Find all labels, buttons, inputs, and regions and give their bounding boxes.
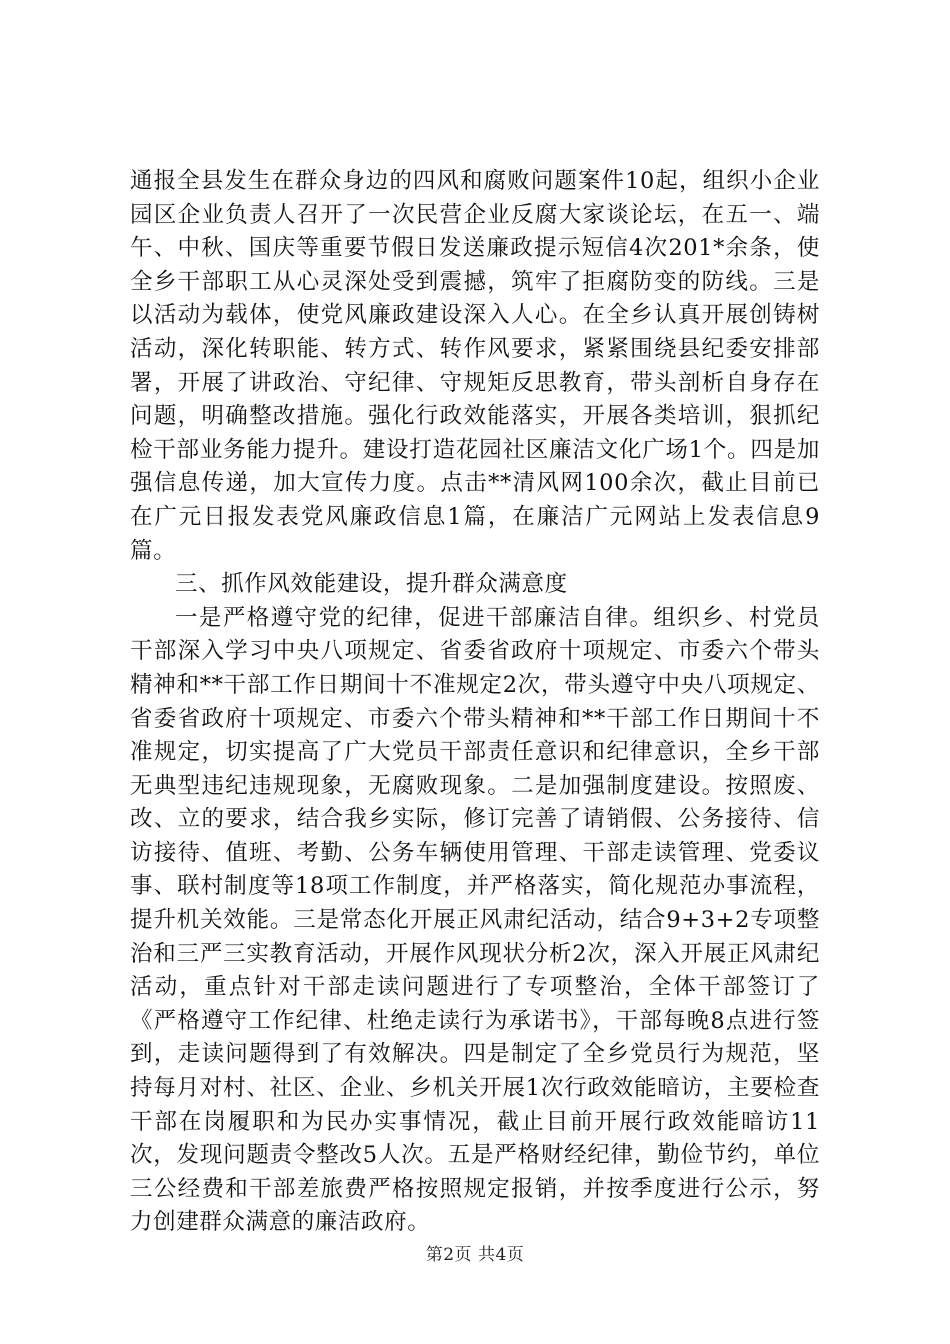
document-body bbox=[130, 165, 820, 1240]
page-footer: 第2页 共4页 bbox=[425, 1245, 525, 1265]
paragraph-continuation: 通报全县发生在群众身边的四风和腐败问题案件10起，组织小企业园区企业负责人召开了一次民营企业反腐大家谈论坛，在五一、端午、中秋、国庆等重要节假日发送廉政提示短信4次201*余条，使全乡干部职工从心灵深处受到震撼，筑牢了拒腐防变的防线。三是以活动为载体，使党风廉政建设深入人心。在全乡认真开展创铸树活动，深化转职能、转方式、转作风要求，紧紧围绕县纪委安排部署，开展了讲政治、守纪律、守规矩反思教育，带头剖析自身存在问题，明确整改措施。强化行政效能落实，开展各类培训，狠抓纪检干部业务能力提升。建设打造花园社区廉洁文化广场1个。四是加强信息传递，加大宣传力度。点击**清风网100余次，截止目前已在广元日报发表党风廉政信息1篇，在廉洁广元网站上发表信息9篇。 bbox=[130, 168, 820, 564]
section-heading: 三、抓作风效能建设，提升群众满意度 bbox=[175, 571, 568, 598]
paragraph-body: 一是严格遵守党的纪律，促进干部廉洁自律。组织乡、村党员干部深入学习中央八项规定、省委省政府十项规定、市委六个带头精神和**干部工作日期间十不准规定2次，带头遵守中央八项规定、省委省政府十项规定、市委六个带头精神和**干部工作日期间十不准规定，切实提高了广大党员干部责任意识和纪律意识，全乡干部无典型违纪违规现象，无腐败现象。二是加强制度建设。按照废、改、立的要求，结合我乡实际，修订完善了请销假、公务接待、信访接待、值班、考勤、公务车辆使用管理、干部走读管理、党委议事、联村制度等18项工作制度，并严格落实，简化规范办事流程，提升机关效能。三是常态化开展正风肃纪活动，结合9+3+2专项整治和三严三实教育活动，开展作风现状分析2次，深入开展正风肃纪活动，重点针对干部走读问题进行了专项整治，全体干部签订了《严格遵守工作纪律、杜绝走读行为承诺书》，干部每晚8点进行签到，走读问题得到了有效解决。四是制定了全乡党员行为规范，坚持每月对村、社区、企业、乡机关开展1次行政效能暗访，主要检查干部在岗履职和为民办实事情况，截止目前开展行政效能暗访11次，发现问题责令整改5人次。五是严格财经纪律，勤俭节约，单位三公经费和干部差旅费严格按照规定报销，并按季度进行公示，努力创建群众满意的廉洁政府。 bbox=[130, 604, 820, 1236]
